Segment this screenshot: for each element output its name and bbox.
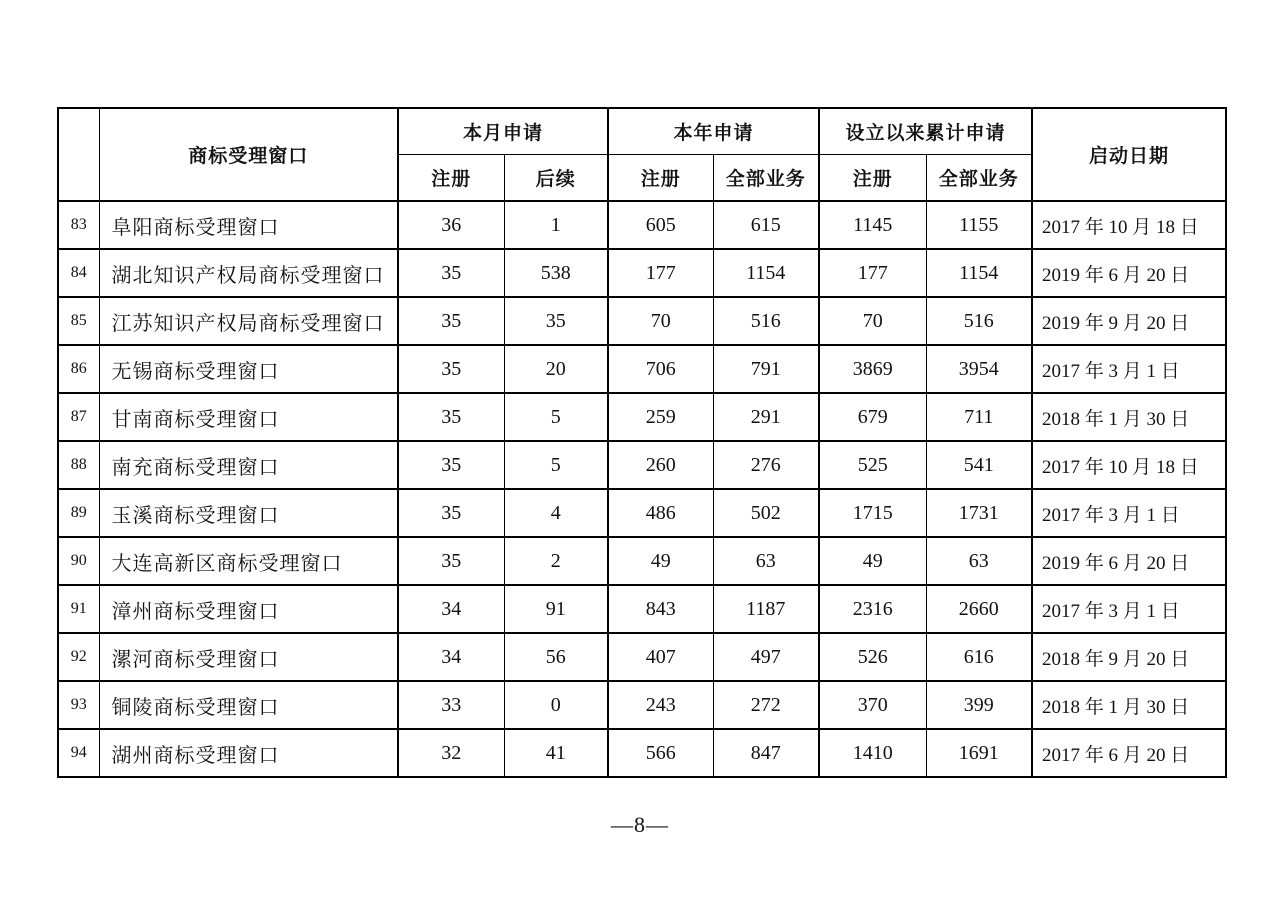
table-row bbox=[58, 345, 1226, 393]
cumulative-register-cell: 3869 bbox=[819, 345, 926, 393]
cumulative-all-cell: 2660 bbox=[926, 585, 1032, 633]
year-all-cell: 516 bbox=[713, 297, 819, 345]
cumulative-register-cell: 2316 bbox=[819, 585, 926, 633]
row-number-cell: 94 bbox=[58, 729, 99, 777]
month-register-cell: 35 bbox=[398, 393, 504, 441]
header-cumulative-all: 全部业务 bbox=[926, 154, 1032, 201]
header-cumulative-register: 注册 bbox=[819, 154, 926, 201]
year-register-cell: 486 bbox=[608, 489, 713, 537]
header-group-cumulative: 设立以来累计申请 bbox=[819, 108, 1032, 154]
window-name-cell: 无锡商标受理窗口 bbox=[99, 345, 398, 393]
cumulative-all-cell: 1154 bbox=[926, 249, 1032, 297]
table-row bbox=[58, 249, 1226, 297]
table-header bbox=[58, 108, 1226, 201]
window-name-cell: 江苏知识产权局商标受理窗口 bbox=[99, 297, 398, 345]
year-all-cell: 502 bbox=[713, 489, 819, 537]
cumulative-all-cell: 616 bbox=[926, 633, 1032, 681]
start-date-cell: 2019 年 9 月 20 日 bbox=[1032, 297, 1226, 345]
row-number-cell: 86 bbox=[58, 345, 99, 393]
header-group-year: 本年申请 bbox=[608, 108, 819, 154]
month-register-cell: 35 bbox=[398, 489, 504, 537]
year-register-cell: 49 bbox=[608, 537, 713, 585]
month-follow-cell: 5 bbox=[504, 393, 608, 441]
row-number-cell: 90 bbox=[58, 537, 99, 585]
window-name-cell: 南充商标受理窗口 bbox=[99, 441, 398, 489]
year-register-cell: 259 bbox=[608, 393, 713, 441]
cumulative-all-cell: 1691 bbox=[926, 729, 1032, 777]
start-date-cell: 2018 年 9 月 20 日 bbox=[1032, 633, 1226, 681]
month-follow-cell: 20 bbox=[504, 345, 608, 393]
header-group-row bbox=[58, 108, 1226, 154]
start-date-cell: 2019 年 6 月 20 日 bbox=[1032, 537, 1226, 585]
month-register-cell: 34 bbox=[398, 585, 504, 633]
header-year-all: 全部业务 bbox=[713, 154, 819, 201]
window-name-cell: 玉溪商标受理窗口 bbox=[99, 489, 398, 537]
start-date-cell: 2017 年 10 月 18 日 bbox=[1032, 441, 1226, 489]
month-register-cell: 35 bbox=[398, 441, 504, 489]
table-row bbox=[58, 441, 1226, 489]
table-row bbox=[58, 201, 1226, 249]
year-all-cell: 276 bbox=[713, 441, 819, 489]
cumulative-all-cell: 541 bbox=[926, 441, 1032, 489]
year-register-cell: 843 bbox=[608, 585, 713, 633]
page-number: —8— bbox=[611, 812, 669, 837]
cumulative-all-cell: 1731 bbox=[926, 489, 1032, 537]
year-all-cell: 615 bbox=[713, 201, 819, 249]
table-row bbox=[58, 681, 1226, 729]
row-number-cell: 89 bbox=[58, 489, 99, 537]
month-register-cell: 35 bbox=[398, 345, 504, 393]
trademark-window-table bbox=[57, 107, 1227, 778]
year-all-cell: 63 bbox=[713, 537, 819, 585]
month-follow-cell: 56 bbox=[504, 633, 608, 681]
cumulative-register-cell: 49 bbox=[819, 537, 926, 585]
header-month-register: 注册 bbox=[398, 154, 504, 201]
table-row bbox=[58, 489, 1226, 537]
table-body bbox=[58, 201, 1226, 777]
row-number-cell: 88 bbox=[58, 441, 99, 489]
year-register-cell: 605 bbox=[608, 201, 713, 249]
table-row bbox=[58, 393, 1226, 441]
month-follow-cell: 4 bbox=[504, 489, 608, 537]
row-number-cell: 83 bbox=[58, 201, 99, 249]
month-follow-cell: 5 bbox=[504, 441, 608, 489]
year-all-cell: 1154 bbox=[713, 249, 819, 297]
year-all-cell: 847 bbox=[713, 729, 819, 777]
year-register-cell: 407 bbox=[608, 633, 713, 681]
header-group-month: 本月申请 bbox=[398, 108, 608, 154]
row-number-cell: 85 bbox=[58, 297, 99, 345]
cumulative-register-cell: 679 bbox=[819, 393, 926, 441]
year-all-cell: 272 bbox=[713, 681, 819, 729]
year-register-cell: 70 bbox=[608, 297, 713, 345]
start-date-cell: 2017 年 3 月 1 日 bbox=[1032, 345, 1226, 393]
year-register-cell: 706 bbox=[608, 345, 713, 393]
cumulative-register-cell: 525 bbox=[819, 441, 926, 489]
month-register-cell: 35 bbox=[398, 297, 504, 345]
month-follow-cell: 41 bbox=[504, 729, 608, 777]
month-follow-cell: 0 bbox=[504, 681, 608, 729]
row-number-cell: 87 bbox=[58, 393, 99, 441]
cumulative-all-cell: 1155 bbox=[926, 201, 1032, 249]
month-register-cell: 34 bbox=[398, 633, 504, 681]
header-year-register: 注册 bbox=[608, 154, 713, 201]
window-name-cell: 甘南商标受理窗口 bbox=[99, 393, 398, 441]
start-date-cell: 2017 年 3 月 1 日 bbox=[1032, 585, 1226, 633]
year-all-cell: 497 bbox=[713, 633, 819, 681]
month-register-cell: 35 bbox=[398, 537, 504, 585]
window-name-cell: 湖北知识产权局商标受理窗口 bbox=[99, 249, 398, 297]
month-register-cell: 36 bbox=[398, 201, 504, 249]
window-name-cell: 漳州商标受理窗口 bbox=[99, 585, 398, 633]
month-follow-cell: 35 bbox=[504, 297, 608, 345]
year-all-cell: 791 bbox=[713, 345, 819, 393]
window-name-cell: 大连高新区商标受理窗口 bbox=[99, 537, 398, 585]
cumulative-register-cell: 1410 bbox=[819, 729, 926, 777]
month-register-cell: 33 bbox=[398, 681, 504, 729]
month-follow-cell: 91 bbox=[504, 585, 608, 633]
table-row bbox=[58, 297, 1226, 345]
table-row bbox=[58, 729, 1226, 777]
table-row bbox=[58, 633, 1226, 681]
year-register-cell: 260 bbox=[608, 441, 713, 489]
cumulative-all-cell: 3954 bbox=[926, 345, 1032, 393]
year-all-cell: 1187 bbox=[713, 585, 819, 633]
cumulative-all-cell: 711 bbox=[926, 393, 1032, 441]
year-all-cell: 291 bbox=[713, 393, 819, 441]
month-follow-cell: 1 bbox=[504, 201, 608, 249]
cumulative-register-cell: 177 bbox=[819, 249, 926, 297]
window-name-cell: 湖州商标受理窗口 bbox=[99, 729, 398, 777]
cumulative-register-cell: 70 bbox=[819, 297, 926, 345]
cumulative-all-cell: 63 bbox=[926, 537, 1032, 585]
window-name-cell: 漯河商标受理窗口 bbox=[99, 633, 398, 681]
header-window-name: 商标受理窗口 bbox=[99, 108, 398, 201]
row-number-cell: 84 bbox=[58, 249, 99, 297]
window-name-cell: 阜阳商标受理窗口 bbox=[99, 201, 398, 249]
cumulative-all-cell: 399 bbox=[926, 681, 1032, 729]
start-date-cell: 2018 年 1 月 30 日 bbox=[1032, 681, 1226, 729]
header-month-follow: 后续 bbox=[504, 154, 608, 201]
start-date-cell: 2018 年 1 月 30 日 bbox=[1032, 393, 1226, 441]
year-register-cell: 177 bbox=[608, 249, 713, 297]
year-register-cell: 243 bbox=[608, 681, 713, 729]
table-row bbox=[58, 537, 1226, 585]
start-date-cell: 2017 年 10 月 18 日 bbox=[1032, 201, 1226, 249]
start-date-cell: 2017 年 6 月 20 日 bbox=[1032, 729, 1226, 777]
month-follow-cell: 538 bbox=[504, 249, 608, 297]
month-register-cell: 35 bbox=[398, 249, 504, 297]
cumulative-register-cell: 1145 bbox=[819, 201, 926, 249]
cumulative-register-cell: 1715 bbox=[819, 489, 926, 537]
start-date-cell: 2019 年 6 月 20 日 bbox=[1032, 249, 1226, 297]
year-register-cell: 566 bbox=[608, 729, 713, 777]
start-date-cell: 2017 年 3 月 1 日 bbox=[1032, 489, 1226, 537]
cumulative-all-cell: 516 bbox=[926, 297, 1032, 345]
header-start-date: 启动日期 bbox=[1032, 108, 1226, 201]
row-number-cell: 91 bbox=[58, 585, 99, 633]
month-register-cell: 32 bbox=[398, 729, 504, 777]
header-row-number bbox=[58, 108, 99, 201]
row-number-cell: 93 bbox=[58, 681, 99, 729]
row-number-cell: 92 bbox=[58, 633, 99, 681]
month-follow-cell: 2 bbox=[504, 537, 608, 585]
window-name-cell: 铜陵商标受理窗口 bbox=[99, 681, 398, 729]
table-row bbox=[58, 585, 1226, 633]
cumulative-register-cell: 370 bbox=[819, 681, 926, 729]
cumulative-register-cell: 526 bbox=[819, 633, 926, 681]
